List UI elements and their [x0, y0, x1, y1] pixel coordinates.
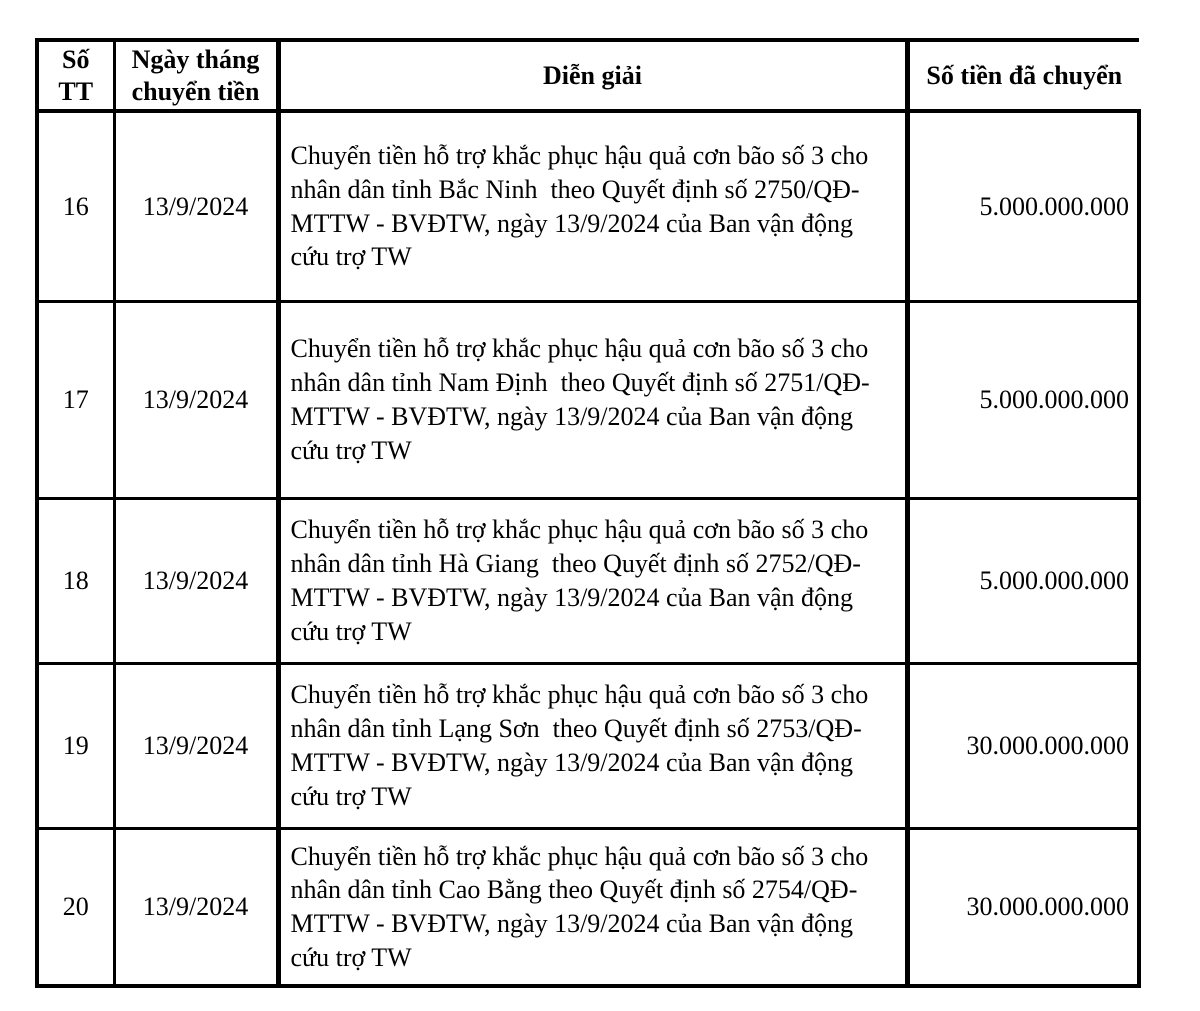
row-number-cell: 18 [37, 498, 114, 663]
amount-cell: 30.000.000.000 [907, 663, 1139, 828]
header-row [37, 40, 1139, 111]
transfer-date-cell: 13/9/2024 [114, 498, 278, 663]
transfer-date-cell: 13/9/2024 [114, 301, 278, 498]
row-number-cell: 20 [37, 828, 114, 986]
amount-cell: 5.000.000.000 [907, 498, 1139, 663]
transfer-table [35, 38, 1141, 988]
table-row [37, 301, 1139, 498]
description-cell: Chuyển tiền hỗ trợ khắc phục hậu quả cơn bão số 3 cho nhân dân tỉnh Hà Giang theo Quyết định số 2752/QĐ-MTTW - BVĐTW, ngày 13/9/2024 của Ban vận động cứu trợ TW [278, 498, 907, 663]
header-description: Diễn giải [278, 40, 907, 111]
description-cell: Chuyển tiền hỗ trợ khắc phục hậu quả cơn bão số 3 cho nhân dân tỉnh Nam Định theo Quyết định số 2751/QĐ-MTTW - BVĐTW, ngày 13/9/2024 của Ban vận động cứu trợ TW [278, 301, 907, 498]
row-number-cell: 16 [37, 111, 114, 301]
amount-cell: 5.000.000.000 [907, 111, 1139, 301]
header-no: Số TT [37, 40, 114, 111]
amount-cell: 5.000.000.000 [907, 301, 1139, 498]
table-row [37, 111, 1139, 301]
transfer-date-cell: 13/9/2024 [114, 663, 278, 828]
transfer-date-cell: 13/9/2024 [114, 111, 278, 301]
table-row [37, 828, 1139, 986]
description-cell: Chuyển tiền hỗ trợ khắc phục hậu quả cơn bão số 3 cho nhân dân tỉnh Cao Bằng theo Quyết định số 2754/QĐ-MTTW - BVĐTW, ngày 13/9/2024 của Ban vận động cứu trợ TW [278, 828, 907, 986]
description-cell: Chuyển tiền hỗ trợ khắc phục hậu quả cơn bão số 3 cho nhân dân tỉnh Bắc Ninh theo Quyết định số 2750/QĐ-MTTW - BVĐTW, ngày 13/9/2024 của Ban vận động cứu trợ TW [278, 111, 907, 301]
amount-cell: 30.000.000.000 [907, 828, 1139, 986]
table-row [37, 498, 1139, 663]
description-cell: Chuyển tiền hỗ trợ khắc phục hậu quả cơn bão số 3 cho nhân dân tỉnh Lạng Sơn theo Quyết định số 2753/QĐ-MTTW - BVĐTW, ngày 13/9/2024 của Ban vận động cứu trợ TW [278, 663, 907, 828]
table-row [37, 663, 1139, 828]
header-date: Ngày tháng chuyển tiền [114, 40, 278, 111]
row-number-cell: 17 [37, 301, 114, 498]
row-number-cell: 19 [37, 663, 114, 828]
header-amount: Số tiền đã chuyển [907, 40, 1139, 111]
transfer-date-cell: 13/9/2024 [114, 828, 278, 986]
